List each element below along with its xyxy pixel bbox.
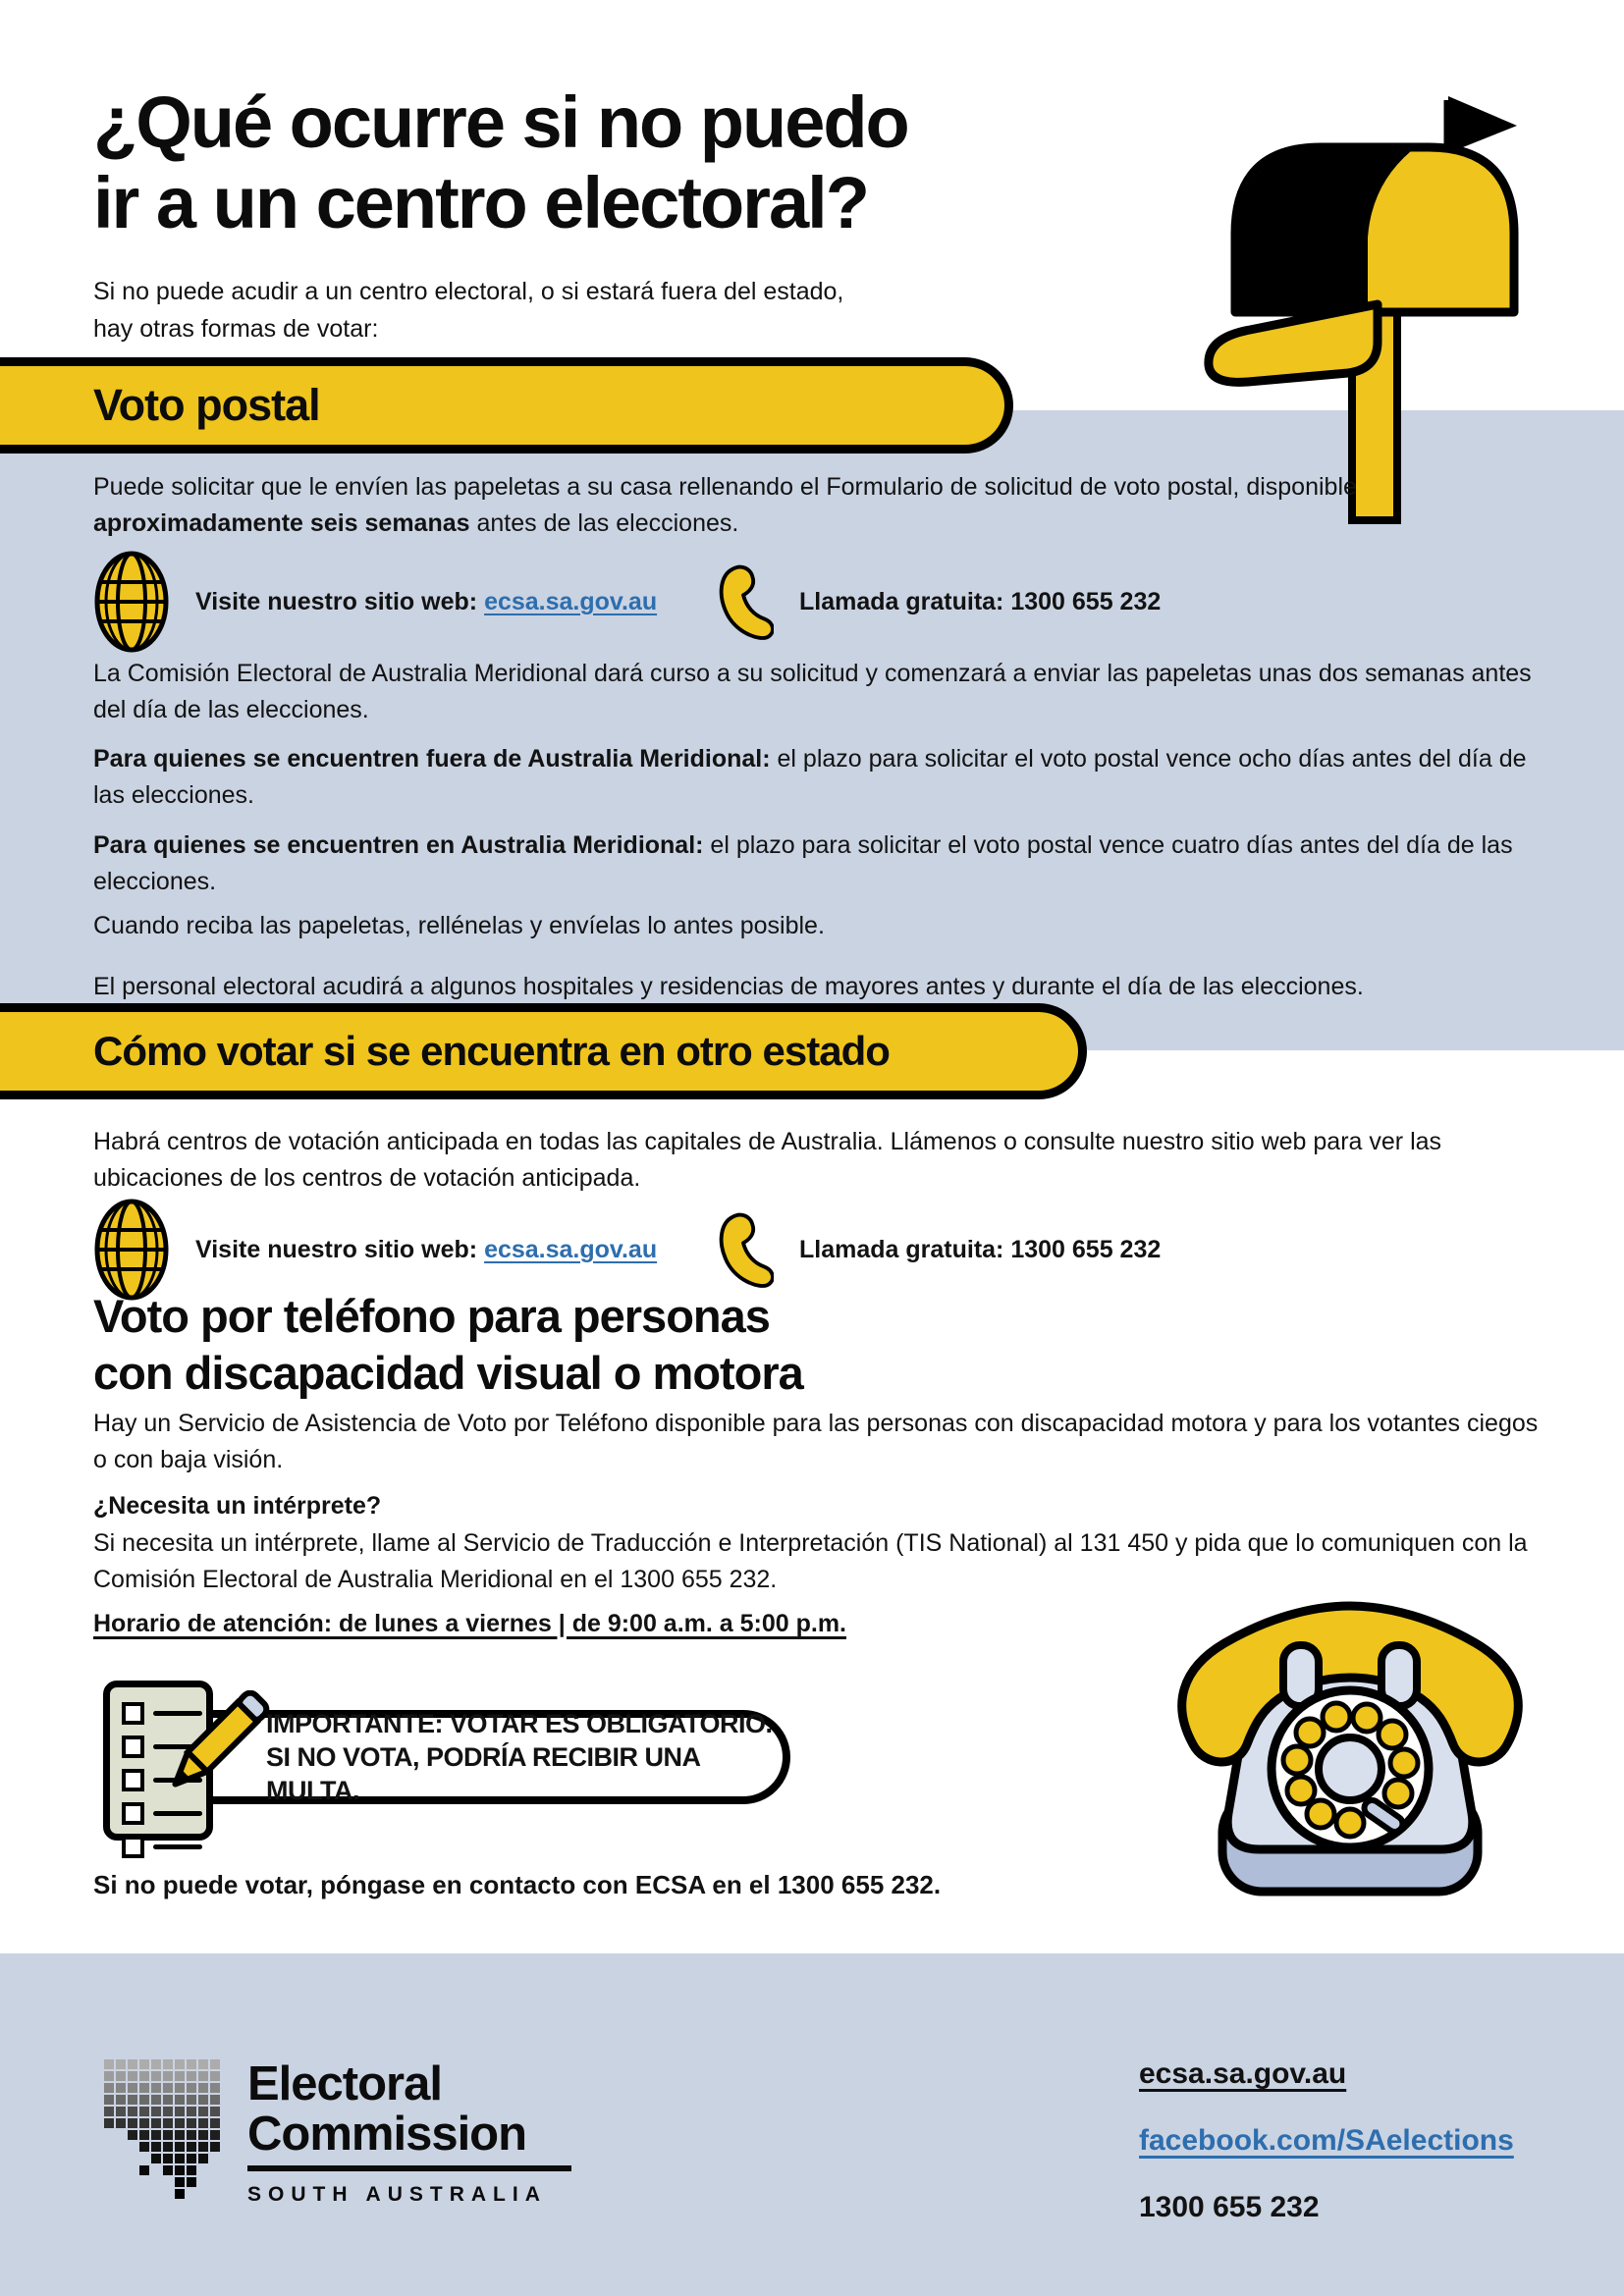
globe-icon	[93, 1198, 170, 1302]
cannot-vote-contact: Si no puede votar, póngase en contacto con ECSA en el 1300 655 232.	[93, 1870, 942, 1899]
postal-paragraph-3: Para quienes se encuentren fuera de Australia Meridional: el plazo para solicitar el voto postal vence ocho días antes del día de las elecciones.	[93, 745, 1527, 809]
postal-paragraph-6: El personal electoral acudirá a algunos hospitales y residencias de mayores antes y durante el día de las elecciones.	[93, 973, 1364, 1000]
logo-underline	[247, 2165, 571, 2171]
website-label: Visite nuestro sitio web: ecsa.sa.gov.au	[195, 1235, 658, 1263]
interpreter-heading: ¿Necesita un intérprete?	[93, 1492, 382, 1520]
footer-facebook-link[interactable]: facebook.com/SAelections	[1139, 2124, 1514, 2157]
globe-icon	[93, 550, 170, 654]
phone-icon	[717, 1210, 774, 1289]
ecsa-logo-wordmark: Electoral Commission SOUTH AUSTRALIA	[247, 2059, 571, 2207]
ecsa-website-link[interactable]: ecsa.sa.gov.au	[484, 1235, 658, 1263]
contact-row-interstate	[93, 1198, 1527, 1302]
postal-paragraph-2: La Comisión Electoral de Australia Meridional dará curso a su solicitud y comenzará a enviar las papeletas unas dos semanas antes del día de las elecciones.	[93, 660, 1532, 723]
banner-voto-postal: Voto postal	[0, 357, 1013, 454]
contact-row-postal	[93, 550, 1527, 654]
postal-paragraph-1: Puede solicitar que le envíen las papeletas a su casa rellenando el Formulario de solicitud de voto postal, disponible aproximadamente seis semanas antes de las elecciones.	[93, 473, 1357, 537]
sa-map-logo	[98, 2059, 228, 2201]
interstate-paragraph: Habrá centros de votación anticipada en todas las capitales de Australia. Llámenos o consulte nuestro sitio web para ver las ubicaciones de los centros de votación anticipada.	[93, 1128, 1442, 1192]
footer-links	[1139, 2057, 1514, 2224]
telephone-illustration	[1164, 1582, 1537, 1906]
pencil-icon	[157, 1690, 285, 1818]
mailbox-illustration	[1203, 88, 1527, 535]
banner-interstate: Cómo votar si se encuentra en otro estado	[0, 1003, 1087, 1099]
phone-vote-paragraph: Hay un Servicio de Asistencia de Voto por Teléfono disponible para las personas con discapacidad motora y para los votantes ciegos o con baja visión.	[93, 1410, 1539, 1473]
interpreter-text: Si necesita un intérprete, llame al Servicio de Traducción e Interpretación (TIS National) al 131 450 y pida que lo comuniquen con la Comisión Electoral de Australia Meridional en el 1300 655 232.	[93, 1529, 1528, 1593]
freecall-label: Llamada gratuita: 1300 655 232	[799, 1235, 1162, 1263]
postal-paragraph-5: Cuando reciba las papeletas, rellénelas y envíelas lo antes posible.	[93, 912, 825, 939]
website-label: Visite nuestro sitio web: ecsa.sa.gov.au	[195, 587, 658, 615]
page-title: ¿Qué ocurre si no puedo ir a un centro electoral?	[93, 81, 908, 243]
important-callout: IMPORTANTE: VOTAR ES OBLIGATORIO. SI NO VOTA, PODRÍA RECIBIR UNA MULTA.	[201, 1710, 790, 1804]
office-hours: Horario de atención: de lunes a viernes | de 9:00 a.m. a 5:00 p.m.	[93, 1610, 846, 1637]
ecsa-website-link[interactable]: ecsa.sa.gov.au	[484, 587, 658, 615]
phone-icon	[717, 562, 774, 641]
phone-vote-heading: Voto por teléfono para personas con discapacidad visual o motora	[93, 1290, 803, 1399]
intro-text: Si no puede acudir a un centro electoral, o si estará fuera del estado, hay otras formas de votar:	[93, 278, 844, 343]
postal-paragraph-4: Para quienes se encuentren en Australia Meridional: el plazo para solicitar el voto postal vence cuatro días antes del día de las elecciones.	[93, 831, 1513, 895]
footer-phone-number: 1300 655 232	[1139, 2191, 1320, 2223]
freecall-label: Llamada gratuita: 1300 655 232	[799, 587, 1162, 615]
footer-website-link[interactable]: ecsa.sa.gov.au	[1139, 2057, 1347, 2090]
